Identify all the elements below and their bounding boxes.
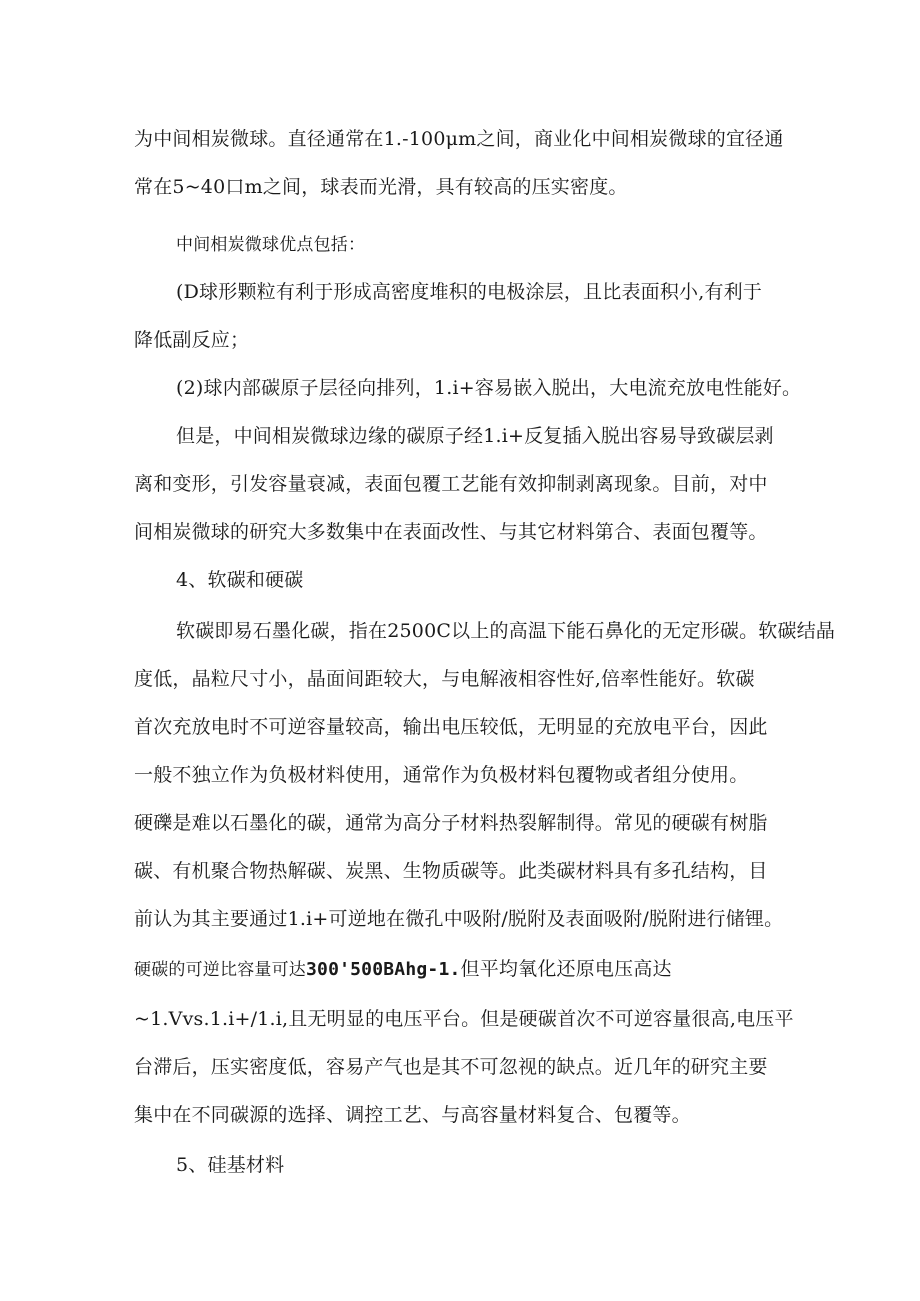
paragraph-3-line-7: 集中在不同碳源的选择、调控工艺、与高容量材料复合、包覆等。 [134, 1104, 691, 1126]
paragraph-3-line-1: 硬礫是难以石墨化的碳，通常为高分子材料热裂解制得。常见的硬碳有树脂 [134, 812, 768, 834]
list-item-1-cont: 降低副反应； [134, 329, 250, 351]
text-line-1: 为中间相炭微球。直径通常在1.-100μm之间，商业化中间相炭微球的宜径通 [134, 128, 784, 150]
capacity-value: 300'500BAhg-1. [306, 959, 461, 980]
paragraph-3-line-3: 前认为其主要通过1.i+可逆地在微孔中吸附/脱附及表面吸附/脱附进行储锂。 [134, 908, 784, 930]
paragraph-2-line-2: 度低，晶粒尺寸小，晶面间距较大，与电解液相容性好,倍率性能好。软碳 [134, 668, 755, 690]
paragraph-3-line-4 [134, 956, 794, 983]
list-item-2: (2)球内部碳原子层径向排列，1.i+容易嵌入脱出，大电流充放电性能好。 [176, 377, 802, 399]
paragraph-1-line-2: 离和变形，引发容量衰减，表面包覆工艺能有效抑制剥离现象。目前，对中 [134, 473, 768, 495]
list-item-1: (D球形颗粒有利于形成高密度堆积的电极涂层，且比表面积小,有利于 [176, 281, 763, 303]
paragraph-3-line-6: 台滞后，压实密度低，容易产气也是其不可忽视的缺点。近几年的研究主要 [134, 1056, 768, 1078]
paragraph-2-line-1: 软碳即易石墨化碳，指在2500C以上的高温下能石鼻化的无定形碳。软碳结晶 [176, 620, 836, 642]
section-heading-4: 4、软碳和硬碳 [176, 569, 304, 591]
paragraph-3-line-2: 碳、有机聚合物热解碳、炭黑、生物质碳等。此类碳材料具有多孔结构，目 [134, 860, 768, 882]
capacity-text-suffix: 但平均氧化还原电压高达 [460, 958, 672, 980]
text-line-2: 常在5~40口m之间，球表而光滑，具有较高的压实密度。 [134, 176, 628, 198]
section-heading-5: 5、硅基材料 [176, 1154, 285, 1176]
paragraph-2-line-3: 首次充放电时不可逆容量较高，输出电压较低，无明显的充放电平台，因此 [134, 716, 768, 738]
section-intro: 中间相炭微球优点包括： [176, 235, 366, 255]
paragraph-1-line-1: 但是，中间相炭微球边缘的碳原子经1.i+反复插入脱出容易导致碳层剥 [176, 425, 774, 447]
paragraph-3-line-5: ~1.Vvs.1.i+/1.i,且无明显的电压平台。但是硬碳首次不可逆容量很高,电压平 [134, 1008, 794, 1030]
capacity-text-prefix: 硬碳的可逆比容量可达 [134, 960, 306, 980]
paragraph-2-line-4: 一般不独立作为负极材料使用，通常作为负极材料包覆物或者组分使用。 [134, 764, 749, 786]
paragraph-1-line-3: 间相炭微球的研究大多数集中在表面改性、与其它材料第合、表面包覆等。 [134, 521, 768, 543]
